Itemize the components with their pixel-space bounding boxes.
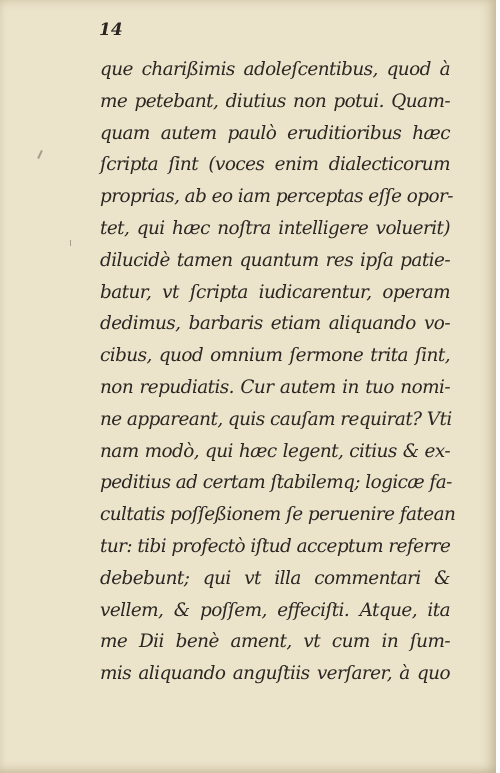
text-line: me Dii benè ament, vt cum in ſum- xyxy=(100,631,450,653)
text-line: debebunt; qui vt illa commentari & xyxy=(100,567,450,589)
text-line: nam modò, qui hæc legent, citius & ex- xyxy=(100,440,450,462)
text-line: me petebant, diutius non potui. Quam- xyxy=(100,90,450,112)
paper-blemish xyxy=(70,240,71,246)
text-line: quam autem paulò eruditioribus hæc xyxy=(100,122,450,144)
text-line: cultatis poſſeßionem ſe peruenire fatean xyxy=(100,504,456,526)
text-line: mis aliquando anguſtiis verſarer, à quo xyxy=(100,663,450,685)
text-line: dilucidè tamen quantum res ipſa patie- xyxy=(100,249,450,271)
page-number: 14 xyxy=(99,20,123,40)
text-line: peditius ad certam ſtabilemq; logicæ fa- xyxy=(100,472,452,494)
text-line: non repudiatis. Cur autem in tuo nomi- xyxy=(100,376,450,398)
text-line: vellem, & poſſem, effeciſti. Atque, ita xyxy=(100,599,450,621)
text-line: ne appareant, quis cauſam requirat? Vti xyxy=(100,408,452,430)
text-line: tet, qui hæc noſtra intelligere voluerit) xyxy=(100,217,450,239)
text-line: que charißimis adoleſcentibus, quod à xyxy=(100,59,450,80)
text-line: batur, vt ſcripta iudicarentur, operam xyxy=(100,281,450,303)
text-line: dedimus, barbaris etiam aliquando vo- xyxy=(100,313,450,335)
text-line: tur: tibi profectò iſtud acceptum referre xyxy=(100,535,451,557)
paper-blemish xyxy=(37,150,43,159)
text-line: proprias, ab eo iam perceptas eſſe opor- xyxy=(100,186,453,208)
text-line: cibus, quod omnium ſermone trita ſint, xyxy=(100,345,450,367)
body-text xyxy=(100,54,456,690)
text-line: ſcripta ſint (voces enim dialecticorum xyxy=(100,154,450,176)
